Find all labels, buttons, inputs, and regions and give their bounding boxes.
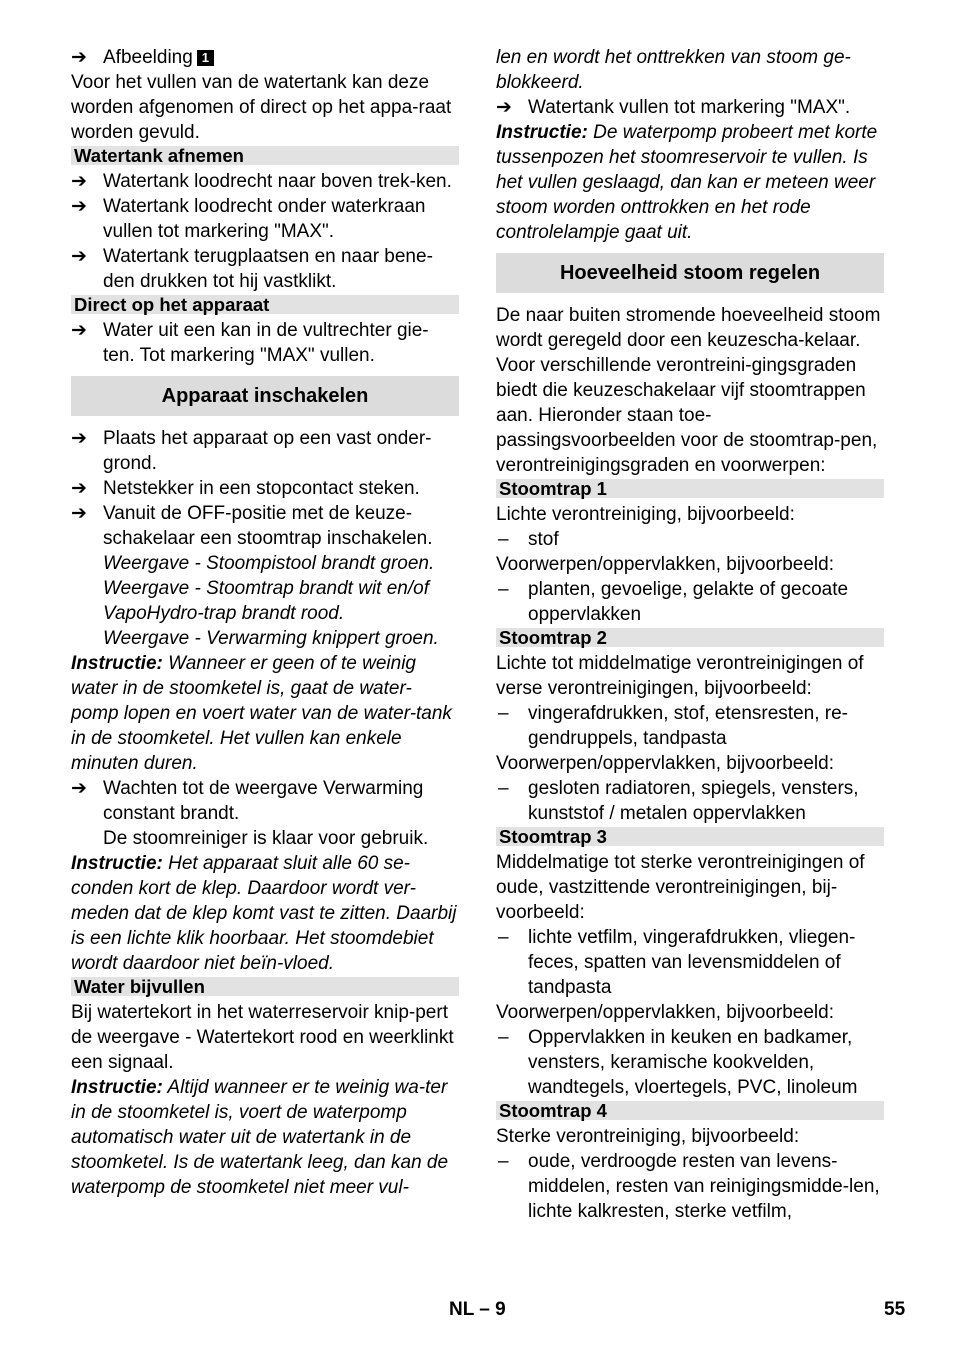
step-text: Watertank terugplaatsen en naar bene-den drukken tot hij vastklikt.: [103, 246, 433, 292]
list-item: [496, 527, 884, 552]
continued-instruction: len en wordt het onttrekken van stoom ge-blokkeerd.: [496, 47, 851, 93]
subheading-stoomtrap-4: Stoomtrap 4: [496, 1101, 884, 1120]
step-item: [71, 318, 459, 368]
display-indication: Weergave - Verwarming knippert groen.: [103, 628, 439, 649]
step-item: [71, 776, 459, 826]
display-indication: Weergave - Stoomtrap brandt wit en/of VapoHydro-trap brandt rood.: [103, 578, 429, 624]
arrow-icon: ➔: [71, 196, 87, 217]
step-text: Water uit een kan in de vultrechter gie-ten. Tot markering "MAX" vullen.: [103, 320, 429, 366]
refill-text: Bij watertekort in het waterreservoir knip-pert de weergave - Watertekort rood en weerklinkt een signaal.: [71, 1002, 454, 1073]
right-column: [496, 45, 884, 1224]
instruction-note: [71, 851, 459, 976]
step-item: [71, 501, 459, 551]
list-item: [496, 1025, 884, 1100]
instruction-text: Het apparaat sluit alle 60 se-conden kort de klep. Daardoor wordt ver-meden dat de klep komt vast te zitten. Daarbij is een lichte klik hoorbaar. Het stoomdebiet wordt daardoor niet beïn-vloed.: [71, 853, 457, 974]
result-text: De stoomreiniger is klaar voor gebruik.: [103, 828, 429, 849]
arrow-icon: ➔: [71, 320, 87, 341]
contamination-description: Sterke verontreiniging, bijvoorbeeld:: [496, 1126, 800, 1147]
arrow-icon: ➔: [496, 97, 512, 118]
page-label: NL – 9: [449, 1299, 506, 1320]
surfaces-label: Voorwerpen/oppervlakken, bijvoorbeeld:: [496, 554, 834, 575]
subheading-water-bijvullen: Water bijvullen: [71, 977, 459, 996]
step-item: [71, 244, 459, 294]
arrow-icon: ➔: [71, 171, 87, 192]
subheading-stoomtrap-1: Stoomtrap 1: [496, 479, 884, 498]
instruction-label: Instructie:: [71, 1077, 163, 1098]
dash-bullet: –: [498, 1027, 509, 1048]
surfaces-label: Voorwerpen/oppervlakken, bijvoorbeeld:: [496, 1002, 834, 1023]
list-item: [496, 701, 884, 751]
instruction-text: Wanneer er geen of te weinig water in de stoomketel is, gaat de water-pomp lopen en voert water van de water-tank in de stoomketel. Het vullen kan enkele minuten duren.: [71, 653, 452, 774]
step-text: Watertank loodrecht onder waterkraan vullen tot markering "MAX".: [103, 196, 426, 242]
page-number: 55: [884, 1299, 906, 1320]
contamination-description: Lichte verontreiniging, bijvoorbeeld:: [496, 504, 795, 525]
display-indication: Weergave - Stoompistool brandt groen.: [103, 553, 435, 574]
intro-text: Voor het vullen van de watertank kan deze worden afgenomen of direct op het appa-raat worden gevuld.: [71, 72, 452, 143]
list-item: [496, 577, 884, 627]
list-item-text: lichte vetfilm, vingerafdrukken, vliegen-feces, spatten van levensmiddelen of tandpasta: [528, 927, 856, 998]
list-item: [496, 776, 884, 826]
section-heading-hoeveelheid-stoom: Hoeveelheid stoom regelen: [496, 253, 884, 293]
instruction-label: Instructie:: [71, 853, 163, 874]
figure-number-badge: 1: [197, 50, 214, 66]
figure-label: Afbeelding: [103, 47, 193, 68]
dash-bullet: –: [498, 1151, 509, 1172]
step-text: Plaats het apparaat op een vast onder-grond.: [103, 428, 432, 474]
arrow-icon: ➔: [71, 778, 87, 799]
arrow-icon: ➔: [71, 478, 87, 499]
list-item-text: vingerafdrukken, stof, etensresten, re-gendruppels, tandpasta: [528, 703, 848, 749]
surfaces-label: Voorwerpen/oppervlakken, bijvoorbeeld:: [496, 753, 834, 774]
step-text: Wachten tot de weergave Verwarming constant brandt.: [103, 778, 424, 824]
figure-reference: [71, 45, 459, 70]
step-item: [71, 426, 459, 476]
instruction-label: Instructie:: [71, 653, 163, 674]
dash-bullet: –: [498, 703, 509, 724]
dash-bullet: –: [498, 529, 509, 550]
arrow-icon: ➔: [71, 47, 87, 68]
section-heading-apparaat-inschakelen: Apparaat inschakelen: [71, 376, 459, 416]
list-item-text: stof: [528, 529, 559, 550]
contamination-description: Lichte tot middelmatige verontreinigingen of verse verontreinigingen, bijvoorbeeld:: [496, 653, 864, 699]
step-item: [71, 194, 459, 244]
step-text: Watertank vullen tot markering "MAX".: [528, 97, 851, 118]
instruction-note: [71, 651, 459, 776]
contamination-description: Middelmatige tot sterke verontreinigingen of oude, vastzittende verontreinigingen, bij-voorbeeld:: [496, 852, 865, 923]
step-item: [71, 169, 459, 194]
instruction-text: De waterpomp probeert met korte tussenpozen het stoomreservoir te vullen. Is het vullen geslaagd, dan kan er meteen weer stoom worden onttrokken en het rode controlelampje gaat uit.: [496, 122, 878, 243]
dash-bullet: –: [498, 579, 509, 600]
arrow-icon: ➔: [71, 503, 87, 524]
subheading-stoomtrap-2: Stoomtrap 2: [496, 628, 884, 647]
instruction-note: [71, 1075, 459, 1200]
step-item: [496, 95, 884, 120]
list-item: [496, 1149, 884, 1224]
list-item-text: planten, gevoelige, gelakte of gecoate oppervlakken: [528, 579, 849, 625]
steam-intro: De naar buiten stromende hoeveelheid stoom wordt geregeld door een keuzescha-kelaar. Voor verschillende verontreini-gingsgraden biedt die keuzeschakelaar vijf stoomtrappen aan. Hieronder staan toe-passingsvoorbeelden voor de stoomtrap-pen, verontreinigingsgraden en voorwerpen:: [496, 305, 881, 476]
subheading-stoomtrap-3: Stoomtrap 3: [496, 827, 884, 846]
arrow-icon: ➔: [71, 246, 87, 267]
list-item-text: gesloten radiatoren, spiegels, vensters, kunststof / metalen oppervlakken: [528, 778, 859, 824]
step-text: Watertank loodrecht naar boven trek-ken.: [103, 171, 452, 192]
instruction-label: Instructie:: [496, 122, 588, 143]
dash-bullet: –: [498, 927, 509, 948]
dash-bullet: –: [498, 778, 509, 799]
left-column: [71, 45, 459, 1200]
arrow-icon: ➔: [71, 428, 87, 449]
instruction-text: Altijd wanneer er te weinig wa-ter in de stoomketel is, voert de waterpomp automatisch water uit de watertank in de stoomketel. Is de watertank leeg, dan kan de waterpomp de stoomketel niet meer vul-: [71, 1077, 449, 1198]
subheading-watertank-afnemen: Watertank afnemen: [71, 146, 459, 165]
step-text: Vanuit de OFF-positie met de keuze-schakelaar een stoomtrap inschakelen.: [103, 503, 433, 549]
list-item-text: Oppervlakken in keuken en badkamer, vensters, keramische kookvelden, wandtegels, vloertegels, PVC, linoleum: [528, 1027, 858, 1098]
step-text: Netstekker in een stopcontact steken.: [103, 478, 420, 499]
list-item-text: oude, verdroogde resten van levens-middelen, resten van reinigingsmidde-len, lichte kalkresten, sterke vetfilm,: [528, 1151, 880, 1222]
subheading-direct: Direct op het apparaat: [71, 295, 459, 314]
step-item: [71, 476, 459, 501]
instruction-note: [496, 120, 884, 245]
list-item: [496, 925, 884, 1000]
